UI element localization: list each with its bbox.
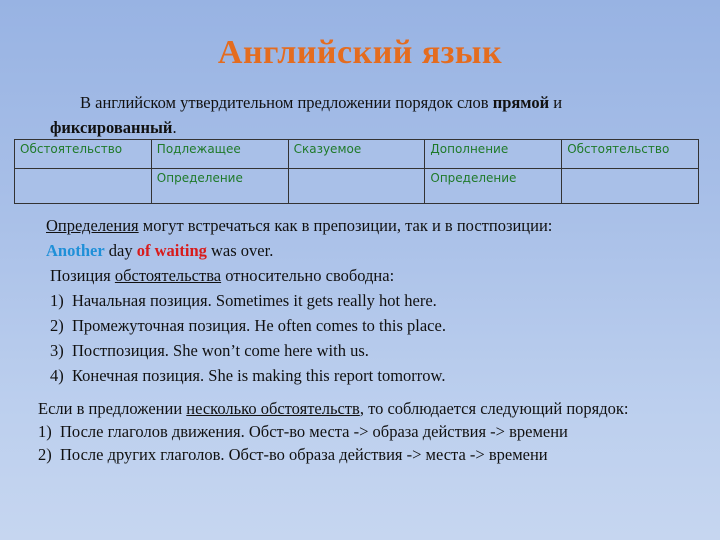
list-number: 1): [50, 291, 64, 310]
list-text: После глаголов движения. Обст-во места -> образа действия -> времени: [60, 422, 568, 441]
page-title: Английский язык: [217, 34, 503, 71]
list-text: Промежуточная позиция. He often comes to this place.: [72, 316, 446, 335]
position-lead: [50, 263, 446, 288]
table-row: [15, 140, 699, 169]
order-lead-text: Если в предложении: [38, 399, 187, 418]
list-text: Начальная позиция. Sometimes it gets really hot here.: [72, 291, 437, 310]
table-row: [15, 169, 699, 204]
example-end: was over.: [206, 241, 274, 260]
example-another: Another: [46, 241, 105, 260]
table-cell: Обстоятельство: [562, 140, 699, 169]
list-item: [38, 420, 708, 443]
list-number: 3): [50, 341, 64, 360]
list-text: Постпозиция. She won’t come here with us.: [72, 341, 369, 360]
intro-text: В английском утвердительном предложении порядок слов: [80, 93, 493, 112]
list-item: [38, 443, 708, 466]
order-lead: [38, 397, 708, 420]
table-cell: [562, 169, 699, 204]
list-text: Конечная позиция. She is making this report tomorrow.: [72, 366, 446, 385]
intro-paragraph: [50, 90, 690, 140]
list-item: [50, 288, 446, 313]
example-day: day: [104, 241, 137, 260]
table-cell: Подлежащее: [151, 140, 288, 169]
position-term: обстоятельства: [114, 266, 222, 285]
list-item: [50, 363, 446, 388]
intro-bold-direct: прямой: [492, 93, 550, 112]
table-cell: Определение: [425, 169, 562, 204]
list-item: [50, 313, 446, 338]
order-list: [38, 420, 708, 466]
definitions-line: [46, 213, 552, 238]
list-item: [50, 338, 446, 363]
list-number: 1): [38, 422, 52, 441]
intro-text-end: .: [172, 118, 177, 137]
table-cell: Определение: [151, 169, 288, 204]
definitions-example: [46, 238, 552, 263]
list-number: 2): [50, 316, 64, 335]
table-cell: Обстоятельство: [15, 140, 152, 169]
position-lead-rest: относительно свободна:: [221, 266, 395, 285]
intro-text-mid: и: [549, 93, 563, 112]
word-order-table: [14, 139, 699, 204]
table-cell: Сказуемое: [288, 140, 425, 169]
order-term: несколько обстоятельств: [186, 399, 360, 418]
order-lead-rest: , то соблюдается следующий порядок:: [359, 399, 629, 418]
example-of-waiting: of waiting: [136, 241, 207, 260]
position-list: [50, 288, 446, 388]
intro-bold-fixed: фиксированный: [50, 118, 173, 137]
definitions-block: [46, 213, 552, 263]
table-cell: [288, 169, 425, 204]
position-lead-text: Позиция: [50, 266, 115, 285]
table-cell: Дополнение: [425, 140, 562, 169]
table-cell: [15, 169, 152, 204]
definitions-text: могут встречаться как в препозиции, так и в постпозиции:: [138, 216, 553, 235]
list-text: После других глаголов. Обст-во образа действия -> места -> времени: [60, 445, 548, 464]
adverbial-order-block: [38, 397, 708, 466]
definitions-term: Определения: [46, 216, 139, 235]
list-number: 4): [50, 366, 64, 385]
list-number: 2): [38, 445, 52, 464]
adverbial-position-block: [50, 263, 446, 388]
